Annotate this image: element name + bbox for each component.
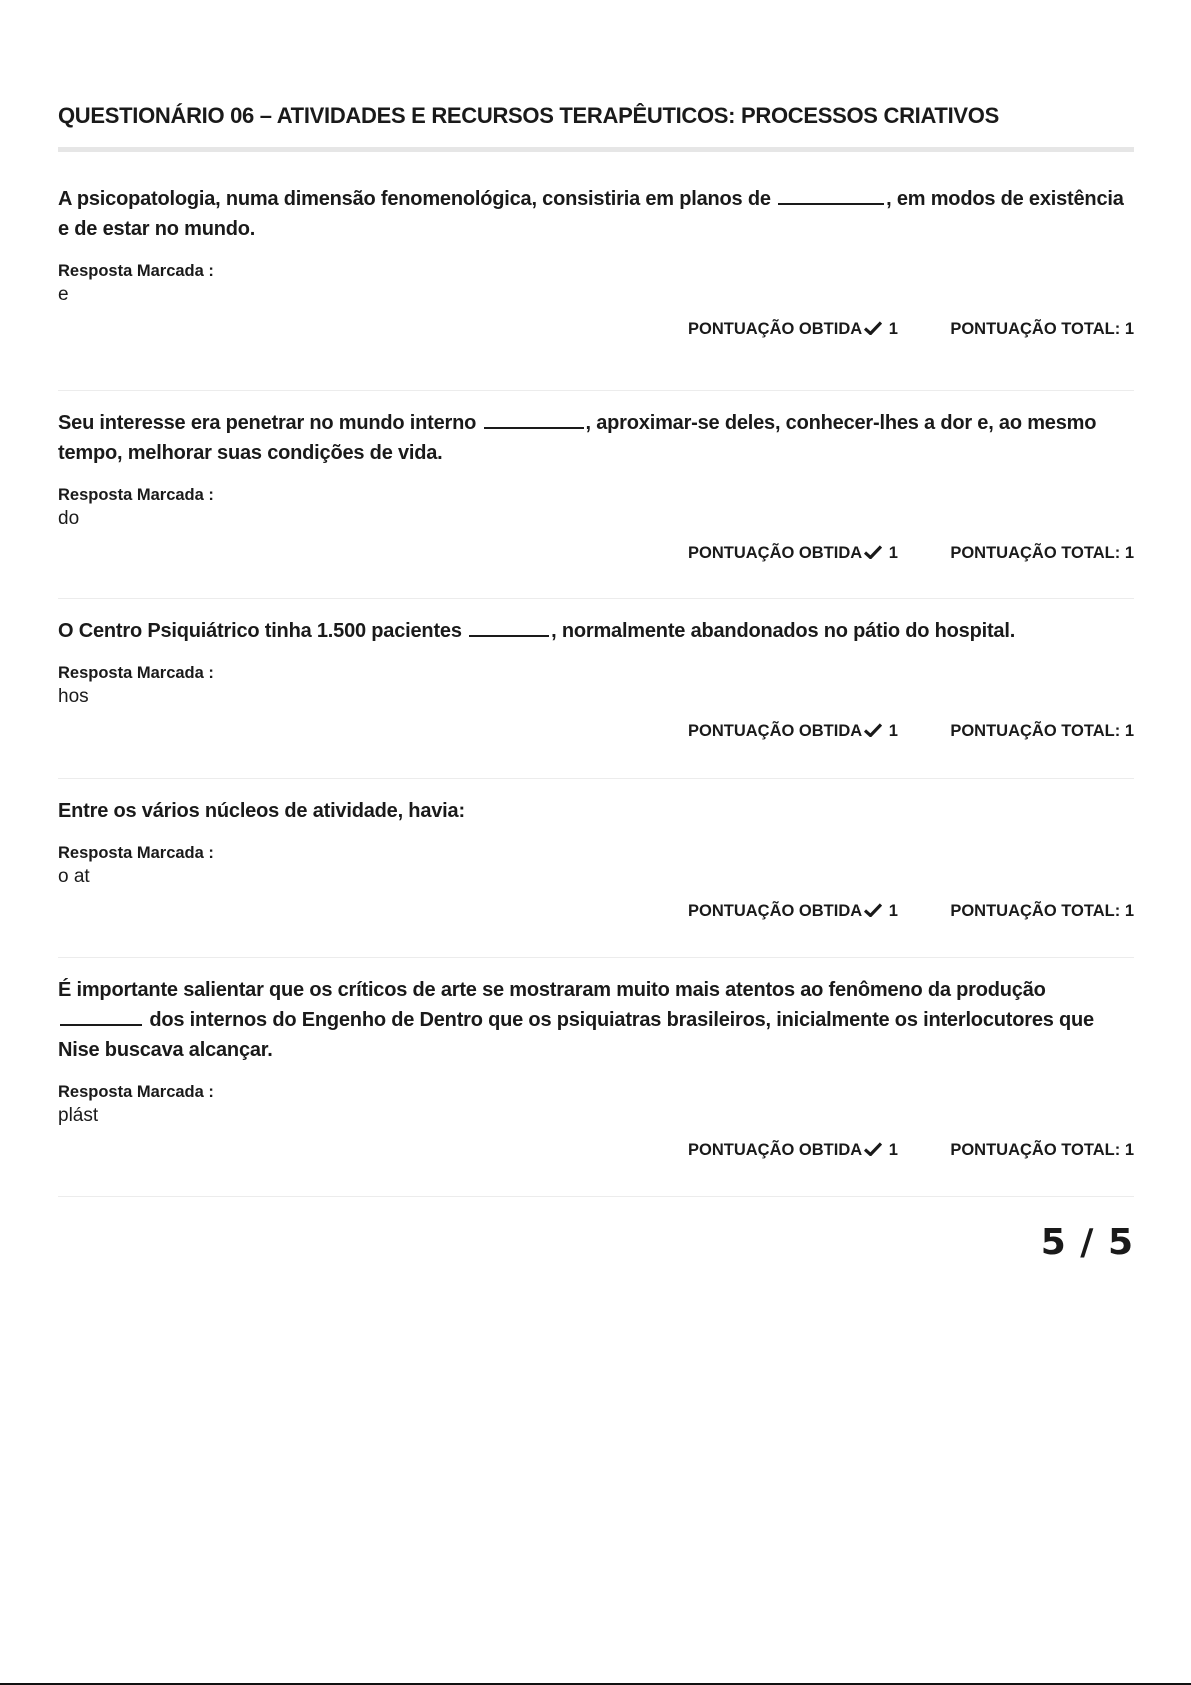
answer-value: e <box>58 284 69 305</box>
question-divider <box>58 778 1134 779</box>
answer-label: Resposta Marcada : <box>58 664 214 682</box>
check-icon <box>864 321 882 335</box>
score-total: PONTUAÇÃO TOTAL: 1 <box>950 722 1134 740</box>
score-obtained: PONTUAÇÃO OBTIDA 1 <box>688 320 898 338</box>
check-icon <box>864 545 882 559</box>
score-total: PONTUAÇÃO TOTAL: 1 <box>950 902 1134 920</box>
check-icon <box>864 1142 882 1156</box>
answer-blank <box>60 1006 142 1026</box>
question-text: A psicopatologia, numa dimensão fenomenológica, consistiria em planos de , em modos de existência e de estar no mundo. <box>58 184 1134 244</box>
score-row <box>58 320 1134 344</box>
answer-label: Resposta Marcada : <box>58 1083 214 1101</box>
question-divider <box>58 390 1134 391</box>
answer-label: Resposta Marcada : <box>58 486 214 504</box>
score-obtained: PONTUAÇÃO OBTIDA 1 <box>688 902 898 920</box>
question-text: Entre os vários núcleos de atividade, havia: <box>58 800 465 822</box>
score-obtained: PONTUAÇÃO OBTIDA 1 <box>688 722 898 740</box>
answer-blank <box>778 185 884 205</box>
score-row <box>58 1141 1134 1165</box>
title-divider <box>58 147 1134 152</box>
final-score: 5 / 5 <box>1040 1222 1134 1263</box>
check-icon <box>864 903 882 917</box>
question-4 <box>58 796 1134 926</box>
question-5 <box>58 975 1134 1165</box>
check-icon <box>864 723 882 737</box>
score-row <box>58 722 1134 746</box>
score-total: PONTUAÇÃO TOTAL: 1 <box>950 544 1134 562</box>
score-obtained: PONTUAÇÃO OBTIDA 1 <box>688 1141 898 1159</box>
answer-value: plást <box>58 1105 99 1126</box>
score-obtained: PONTUAÇÃO OBTIDA 1 <box>688 544 898 562</box>
score-row <box>58 544 1134 568</box>
question-text: O Centro Psiquiátrico tinha 1.500 pacientes , normalmente abandonados no pátio do hospital. <box>58 616 1134 646</box>
question-divider <box>58 598 1134 599</box>
question-text: Seu interesse era penetrar no mundo interno , aproximar-se deles, conhecer-lhes a dor e, ao mesmo tempo, melhorar suas condições de vida. <box>58 408 1134 468</box>
question-text: É importante salientar que os críticos de arte se mostraram muito mais atentos ao fenômeno da produção dos internos do Engenho de Dentro que os psiquiatras brasileiros, inicialmente os interlocutores que Nise buscava alcançar. <box>58 979 1094 1061</box>
answer-value: o at <box>58 866 90 887</box>
score-total: PONTUAÇÃO TOTAL: 1 <box>950 320 1134 338</box>
answer-blank <box>469 617 549 637</box>
answer-label: Resposta Marcada : <box>58 262 214 280</box>
question-3 <box>58 616 1134 746</box>
question-1 <box>58 184 1134 344</box>
answer-label: Resposta Marcada : <box>58 844 214 862</box>
score-total: PONTUAÇÃO TOTAL: 1 <box>950 1141 1134 1159</box>
answer-blank <box>484 409 584 429</box>
question-divider <box>58 1196 1134 1197</box>
score-row <box>58 902 1134 926</box>
question-divider <box>58 957 1134 958</box>
question-2 <box>58 408 1134 568</box>
answer-value: hos <box>58 686 89 707</box>
page-title: QUESTIONÁRIO 06 – ATIVIDADES E RECURSOS TERAPÊUTICOS: PROCESSOS CRIATIVOS <box>58 103 999 128</box>
answer-value: do <box>58 508 80 529</box>
